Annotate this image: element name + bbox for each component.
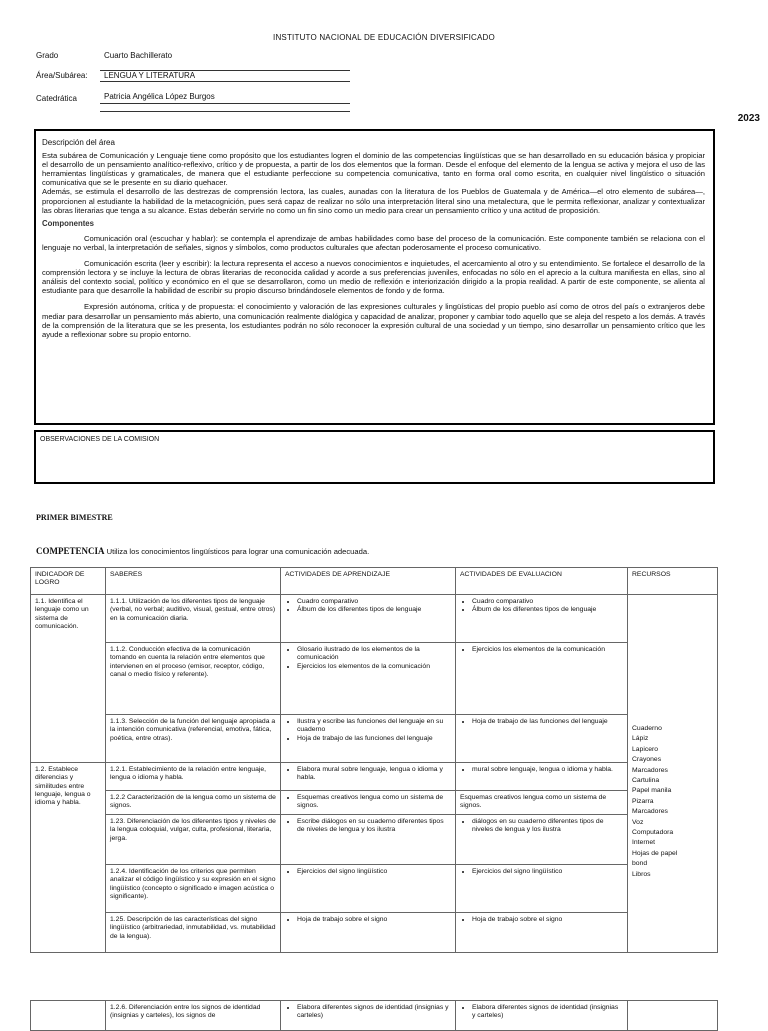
- list-item: • Elabora diferentes signos de identidad (insignias y carteles): [472, 1004, 623, 1021]
- list-item: • Álbum de los diferentes tipos de lenguaje: [297, 606, 451, 614]
- table-row: [31, 815, 718, 865]
- list-item: Lapicero: [632, 745, 659, 753]
- indicator-1-1: 1.1. Identifica el lenguaje como un sistema de comunicación.: [31, 595, 106, 763]
- components-title: Componentes: [42, 218, 94, 228]
- list-item: • Elabora diferentes signos de identidad (insignias y carteles): [297, 1004, 451, 1021]
- competencia-label: COMPETENCIA: [36, 546, 105, 556]
- list-item: • diálogos en su cuaderno diferentes tipos de niveles de lengua y los ilustra: [472, 818, 623, 835]
- evaluacion-cell: [456, 865, 628, 913]
- competencia-text: Utiliza los conocimientos lingüísticos para lograr una comunicación adecuada.: [104, 547, 370, 556]
- table-row: [31, 913, 718, 953]
- resources-cell: [628, 595, 718, 953]
- list-item: • Ejercicios los elementos de la comunicación: [297, 663, 451, 671]
- catedratica-value: Patricia Angélica López Burgos: [104, 92, 215, 101]
- aprendizaje-cell: [281, 643, 456, 715]
- table-row: [31, 715, 718, 763]
- catedratica-underline-2: [100, 111, 350, 112]
- list-item: Crayones: [632, 756, 662, 764]
- list-item: Voz: [632, 818, 644, 826]
- competencia-line: [36, 546, 369, 556]
- list-item: • Hoja de trabajo de las funciones del lenguaje: [297, 735, 451, 743]
- planning-table-continued: [30, 1000, 718, 1031]
- saber-cell: 1.2.6. Diferenciación entre los signos de identidad (insignias y carteles), los signos de: [106, 1001, 281, 1031]
- table-row: [31, 595, 718, 643]
- evaluacion-cell: [456, 715, 628, 763]
- saber-cell: 1.25. Descripción de las características del signo lingüístico (arbitrariedad, inmutabilidad, vs. mutabilidad de la lengua).: [106, 913, 281, 953]
- list-item: bond: [632, 860, 648, 868]
- aprendizaje-cell: [281, 1001, 456, 1031]
- list-item: • Hoja de trabajo sobre el signo: [472, 916, 623, 924]
- saber-cell: 1.2.1. Establecimiento de la relación entre lenguaje, lengua o idioma y habla.: [106, 763, 281, 791]
- header-indicador: INDICADOR DE LOGRO: [31, 568, 106, 595]
- evaluacion-cell: [456, 913, 628, 953]
- list-item: • Glosario ilustrado de los elementos de la comunicación: [297, 646, 451, 663]
- list-item: • Esquemas creativos lengua como un sistema de signos.: [297, 794, 451, 811]
- aprendizaje-cell: [281, 595, 456, 643]
- saber-cell: 1.2.4. Identificación de los criterios que permiten analizar el código lingüístico y su expresión en el signo lingüístico (concepto o significado e imagen acústica o significante).: [106, 865, 281, 913]
- saber-cell: 1.23. Diferenciación de los diferentes tipos y niveles de la lengua coloquial, vulgar, culta, profesional, literaria, jerga.: [106, 815, 281, 865]
- planning-table: [30, 567, 718, 953]
- list-item: • Ejercicios del signo lingüístico: [472, 868, 623, 876]
- evaluacion-cell: Esquemas creativos lengua como un sistema de signos.: [456, 791, 628, 815]
- list-item: Cartulina: [632, 776, 660, 784]
- bimester-title: PRIMER BIMESTRE: [36, 513, 113, 522]
- table-row: [31, 763, 718, 791]
- table-row: [31, 1001, 718, 1031]
- component-written: Comunicación escrita (leer y escribir): la lectura representa el acceso a nuevos conocimientos e inquietudes, el acercamiento al otro y su entendimiento. Se fortalece el desarrollo de la comprensión lectora y se incluye la lectura de obras literarias de reconocida calidad y acorde a sus preferencias juveniles, enfocadas no sólo en el aprecio a la cultura manifiesta en ellas, sino al análisis del contexto social, político y económico en el que se desarrollaron, como un medio de reflexión e interiorización dirigido a la propia realidad. A partir de este componente, se alienta al estudiante para que desarrolle la habilidad de escribir su propio discurso brindándosele elementos de fondo y de forma.: [42, 259, 705, 296]
- catedratica-underline: [100, 103, 350, 104]
- list-item: • Ejercicios los elementos de la comunicación: [472, 646, 623, 654]
- description-paragraph-1: Esta subárea de Comunicación y Lenguaje tiene como propósito que los estudiantes logren el dominio de las competencias lingüísticas que se han desarrollado en su educación básica y propiciar el desarrollo de un pensamiento analítico-reflexivo, crítico y de propuesta, a partir de los dos elementos que la forman. Desde el enfoque del elemento de la lengua se activa y mejora el uso de las herramientas lingüísticas y gramaticales, de manera que el estudiante perfeccione su competencia comunicativa, tanto en forma oral como escrita, en cualquier nivel lingüístico o situación comunicativa que se le presente en su diario quehacer.: [42, 151, 705, 188]
- area-underline: [100, 81, 350, 82]
- area-value: LENGUA Y LITERATURA: [104, 71, 196, 80]
- evaluacion-cell: [456, 763, 628, 791]
- table-header-row: [31, 568, 718, 595]
- list-item: • Elabora mural sobre lenguaje, lengua o idioma y habla.: [297, 766, 451, 783]
- list-item: Papel manila: [632, 787, 672, 795]
- list-item: • Ejercicios del signo lingüístico: [297, 868, 451, 876]
- grado-value: Cuarto Bachillerato: [104, 51, 173, 60]
- header-aprendizaje: ACTIVIDADES DE APRENDIZAJE: [281, 568, 456, 595]
- grado-label: Grado: [36, 51, 59, 60]
- list-item: Hojas de papel: [632, 849, 678, 857]
- evaluacion-cell: [456, 1001, 628, 1031]
- aprendizaje-cell: [281, 865, 456, 913]
- component-expression: Expresión autónoma, crítica y de propuesta: el conocimiento y valoración de las expresiones culturales y lingüísticas del propio pueblo así como de otros del país o extranjeros debe mediar para desarrollar un pensamiento más abierto, una comunicación realmente dialógica y capacidad de analizar, proponer y cambiar todo aquello que se aleja del respeto a los demás. A través de la comprensión de la literatura que se les presenta, los estudiantes podrán no sólo reconocer la expresión cultural de una sociedad y un tiempo, sino desarrollar un pensamiento crítico que les ayude a reflexionar sobre su propio entorno.: [42, 302, 705, 339]
- aprendizaje-cell: [281, 791, 456, 815]
- table-row: [31, 865, 718, 913]
- header-recursos: RECURSOS: [628, 568, 718, 595]
- header-evaluacion: ACTIVIDADES DE EVALUACION: [456, 568, 628, 595]
- description-box: [34, 129, 715, 425]
- evaluacion-cell: [456, 643, 628, 715]
- list-item: Pizarra: [632, 797, 654, 805]
- description-paragraph-2: Además, se estimula el desarrollo de las destrezas de comprensión lectora, las cuales, aunadas con la literatura de los Pueblos de Guatemala y de América—el otro elemento de subárea—, proporcionen al estudiante la habilidad de la metacognición, pues será capaz de realizar no sólo una interpretación literal sino una metalectura, que le permita reflexionar, analizar y contextualizar las obras literarias que tenga a su alcance. Estas deberán servirle no como un fin sino como un medio para crear un pensamiento crítico y una actitud de proposición.: [42, 187, 705, 215]
- list-item: Computadora: [632, 829, 674, 837]
- list-item: • Cuadro comparativo: [297, 598, 451, 606]
- list-item: • Álbum de los diferentes tipos de lenguaje: [472, 606, 623, 614]
- table-row: [31, 643, 718, 715]
- list-item: Internet: [632, 839, 656, 847]
- area-label: Área/Subárea:: [36, 71, 88, 80]
- list-item: • Cuadro comparativo: [472, 598, 623, 606]
- evaluacion-cell: [456, 815, 628, 865]
- list-item: • Hoja de trabajo de las funciones del lenguaje: [472, 718, 623, 726]
- year: 2023: [737, 113, 760, 124]
- list-item: • mural sobre lenguaje, lengua o idioma y habla.: [472, 766, 623, 774]
- aprendizaje-cell: [281, 763, 456, 791]
- evaluacion-cell: [456, 595, 628, 643]
- list-item: • Hoja de trabajo sobre el signo: [297, 916, 451, 924]
- saber-cell: 1.1.2. Conducción efectiva de la comunicación tomando en cuenta la relación entre elementos que intervienen en el proceso (emisor, receptor, código, canal o medio físico y referente).: [106, 643, 281, 715]
- table-row: [31, 791, 718, 815]
- list-item: Libros: [632, 870, 651, 878]
- component-oral: Comunicación oral (escuchar y hablar): se contempla el aprendizaje de ambas habilidades como base del proceso de la comunicación. Este componente también se relaciona con el lenguaje no verbal, la interpretación de señales, signos y símbolos, como productos culturales que afectan poderosamente el proceso comunicativo.: [42, 233, 705, 252]
- description-title: Descripción del área: [42, 138, 115, 147]
- observations-box: [34, 430, 715, 484]
- resources-cell: [628, 1001, 718, 1031]
- header-saberes: SABERES: [106, 568, 281, 595]
- observations-title: OBSERVACIONES DE LA COMISION: [40, 436, 160, 443]
- list-item: Marcadores: [632, 808, 668, 816]
- list-item: Lápiz: [632, 735, 649, 743]
- list-item: • Ilustra y escribe las funciones del lenguaje en su cuaderno: [297, 718, 451, 735]
- saber-cell: 1.2.2 Caracterización de la lengua como un sistema de signos.: [106, 791, 281, 815]
- institution-title: INSTITUTO NACIONAL DE EDUCACIÓN DIVERSIFICADO: [273, 33, 495, 42]
- indicator-cell: [31, 1001, 106, 1031]
- aprendizaje-cell: [281, 815, 456, 865]
- saber-cell: 1.1.3. Selección de la función del lenguaje apropiada a la intención comunicativa (referencial, emotiva, fática, poética, entre otras).: [106, 715, 281, 763]
- aprendizaje-cell: [281, 913, 456, 953]
- list-item: Marcadores: [632, 766, 668, 774]
- list-item: Cuaderno: [632, 724, 662, 732]
- catedratica-label: Catedrática: [36, 94, 77, 103]
- indicator-1-2: 1.2. Establece diferencias y similitudes entre lenguaje, lengua o idioma y habla.: [31, 763, 106, 953]
- saber-cell: 1.1.1. Utilización de los diferentes tipos de lenguaje (verbal, no verbal; auditivo, visual, gestual, entre otros) en la comunicación diaria.: [106, 595, 281, 643]
- list-item: • Escribe diálogos en su cuaderno diferentes tipos de niveles de lengua y los ilustra: [297, 818, 451, 835]
- aprendizaje-cell: [281, 715, 456, 763]
